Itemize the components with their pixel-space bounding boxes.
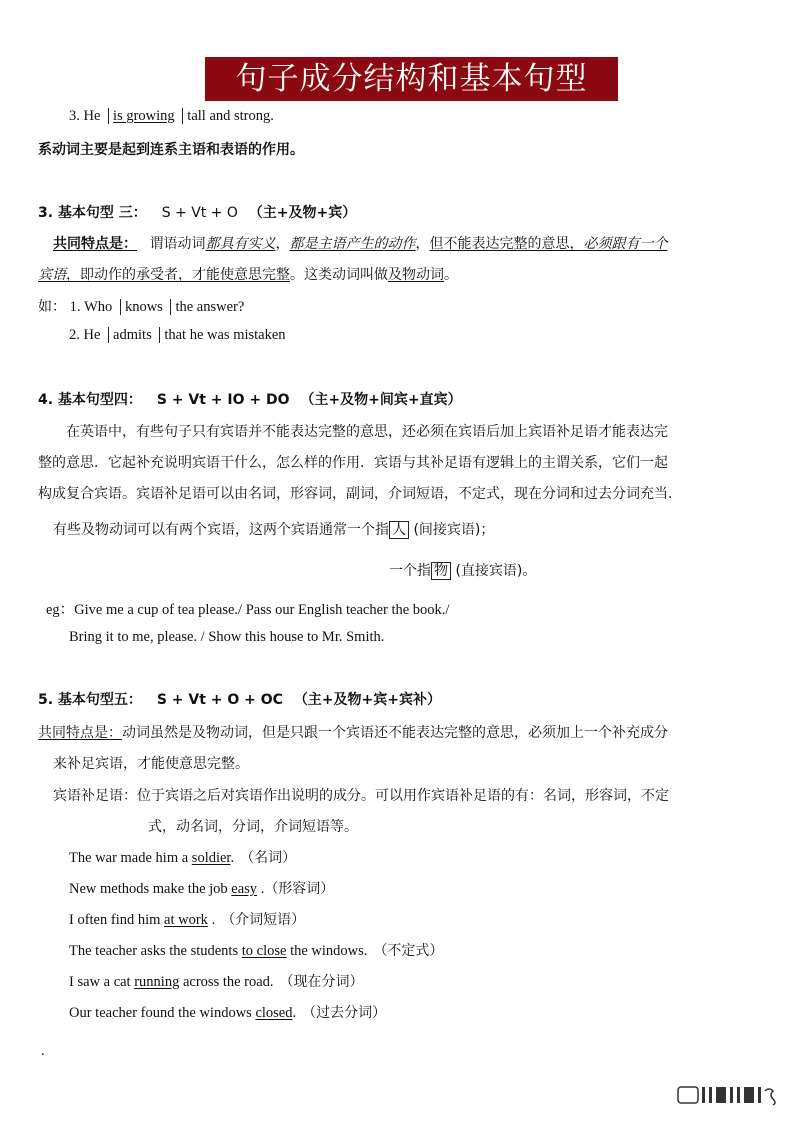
example-text: the windows. <box>286 943 368 959</box>
trailing-dot: . <box>41 1043 45 1059</box>
example-subject: 2. He <box>69 327 101 343</box>
feature-text: 。 <box>444 267 458 283</box>
example-text: . <box>292 1005 297 1021</box>
feature-text: 必须跟有一个 <box>583 236 668 252</box>
section-3-feature-line2 <box>38 264 458 284</box>
feature-text: 宾语 <box>38 267 66 283</box>
section-3-title: 3. 基本句型 三： <box>38 205 147 221</box>
linking-note: 系动词主要是起到连系主语和表语的作用。 <box>38 142 304 158</box>
feature-text: ， <box>275 236 290 252</box>
example-text: The war made him a <box>69 850 192 866</box>
section-4-heading <box>38 389 462 409</box>
section-4-title: 4. 基本句型四： <box>38 392 142 408</box>
example-verb: is growing <box>108 108 175 124</box>
direct-object-line <box>389 560 536 580</box>
example-subject: 1. Who <box>69 299 113 315</box>
example-label: 如： <box>38 299 66 315</box>
example-line <box>69 878 334 898</box>
example-text: across the road. <box>179 974 274 990</box>
section-5-heading <box>38 689 441 709</box>
example-text: New methods make the job <box>69 881 232 897</box>
example-text: Our teacher found the windows <box>69 1005 256 1021</box>
example-text: The teacher asks the students <box>69 943 242 959</box>
paragraph-line: 在英语中，有些句子只有宾语并不能表达完整的意思，还必须在宾语后加上宾语补足语才能表达完 <box>66 424 668 440</box>
watermark-icon <box>676 1083 776 1107</box>
feature-text: 但不能表达完整的意思， <box>429 236 584 252</box>
example-object: that he was mistaken <box>159 327 285 343</box>
example-text: I often find him <box>69 912 165 928</box>
section-3-heading <box>38 202 356 222</box>
section-5-feature-line2: 来补足宾语，才能使意思完整。 <box>53 756 249 772</box>
example-line <box>69 847 296 867</box>
example-note: （现在分词） <box>279 974 364 990</box>
example-text: . <box>257 881 265 897</box>
example-highlight: running <box>134 974 180 990</box>
paragraph-line: 构成复合宾语。宾语补足语可以由名词，形容词，副词，介词短语，不定式，现在分词和过去分词充当． <box>38 486 682 502</box>
example-text: . <box>207 912 216 928</box>
example-text: . <box>230 850 235 866</box>
feature-label: 共同特点是： <box>53 236 137 252</box>
section-3-formula: S + Vt + O <box>161 205 238 221</box>
oc-definition-line2: 式，动名词，分词，介词短语等。 <box>148 819 358 835</box>
person-box: 人 <box>389 521 409 539</box>
example-note: （不定式） <box>373 943 444 959</box>
example-complement: tall and strong. <box>182 108 274 124</box>
example-verb: admits <box>108 327 152 343</box>
section-5-title: 5. 基本句型五： <box>38 692 142 708</box>
example-line <box>69 940 443 960</box>
feature-text: 谓语动词 <box>149 236 206 252</box>
section-5-feature-line1 <box>38 722 668 742</box>
section-3-feature-line1 <box>53 233 667 253</box>
example-highlight: to close <box>241 943 287 959</box>
page-title: 句子成分结构和基本句型 <box>205 57 618 101</box>
oc-definition-line1: 宾语补足语：位于宾语之后对宾语作出说明的成分。可以用作宾语补足语的有：名词，形容词，不定 <box>53 788 669 804</box>
example-line: eg：Give me a cup of tea please./ Pass our English teacher the book./ <box>46 602 450 618</box>
example-highlight: easy <box>231 881 258 897</box>
feature-text: 都是主语产生的动作 <box>289 236 416 252</box>
section-5-formula: S + Vt + O + OC <box>156 692 283 708</box>
section-3-formula-zh: （主+及物+宾） <box>248 205 357 221</box>
section-4-formula-zh: （主+及物+间宾+直宾） <box>300 392 462 408</box>
example-line <box>69 971 364 991</box>
two-objects-text: 有些及物动词可以有两个宾语，这两个宾语通常一个指 <box>53 522 389 538</box>
example-note: （形容词） <box>264 881 335 897</box>
paragraph-line: 整的意思．它起补充说明宾语干什么，怎么样的作用．宾语与其补足语有逻辑上的主谓关系，它们一起 <box>38 455 668 471</box>
two-objects-line <box>53 519 494 539</box>
section-4-formula: S + Vt + IO + DO <box>156 392 290 408</box>
section-5-formula-zh: （主+及物+宾+宾补） <box>293 692 442 708</box>
example-highlight: at work <box>164 912 208 928</box>
example-highlight: closed <box>255 1005 293 1021</box>
example-subject: 3. He <box>69 108 101 124</box>
direct-object-note: (直接宾语)。 <box>455 563 537 579</box>
example-verb: knows <box>120 299 163 315</box>
feature-text: 。这类动词叫做 <box>290 267 388 283</box>
feature-label: 共同特点是： <box>38 725 122 741</box>
example-line <box>69 1002 386 1022</box>
example-note: （名词） <box>240 850 297 866</box>
feature-text: 动词虽然是及物动词，但是只跟一个宾语还不能表达完整的意思，必须加上一个补充成分 <box>122 725 668 741</box>
example-line <box>69 909 305 929</box>
example-highlight: soldier <box>191 850 231 866</box>
feature-text: 及物动词 <box>388 267 444 283</box>
example-line <box>69 108 274 125</box>
feature-text: ， <box>415 236 430 252</box>
example-note: （介词短语） <box>221 912 306 928</box>
feature-text: ，即动作的承受者，才能使意思完整 <box>66 267 290 283</box>
example-line <box>69 327 286 344</box>
thing-box: 物 <box>431 562 451 580</box>
example-object: the answer? <box>170 299 244 315</box>
example-line <box>38 296 244 316</box>
example-note: （过去分词） <box>302 1005 387 1021</box>
example-text: I saw a cat <box>69 974 135 990</box>
example-line: Bring it to me, please. / Show this house to Mr. Smith. <box>69 629 385 645</box>
feature-text: 都具有实义 <box>205 236 276 252</box>
direct-object-text: 一个指 <box>389 563 431 579</box>
indirect-object-note: (间接宾语)； <box>413 522 495 538</box>
